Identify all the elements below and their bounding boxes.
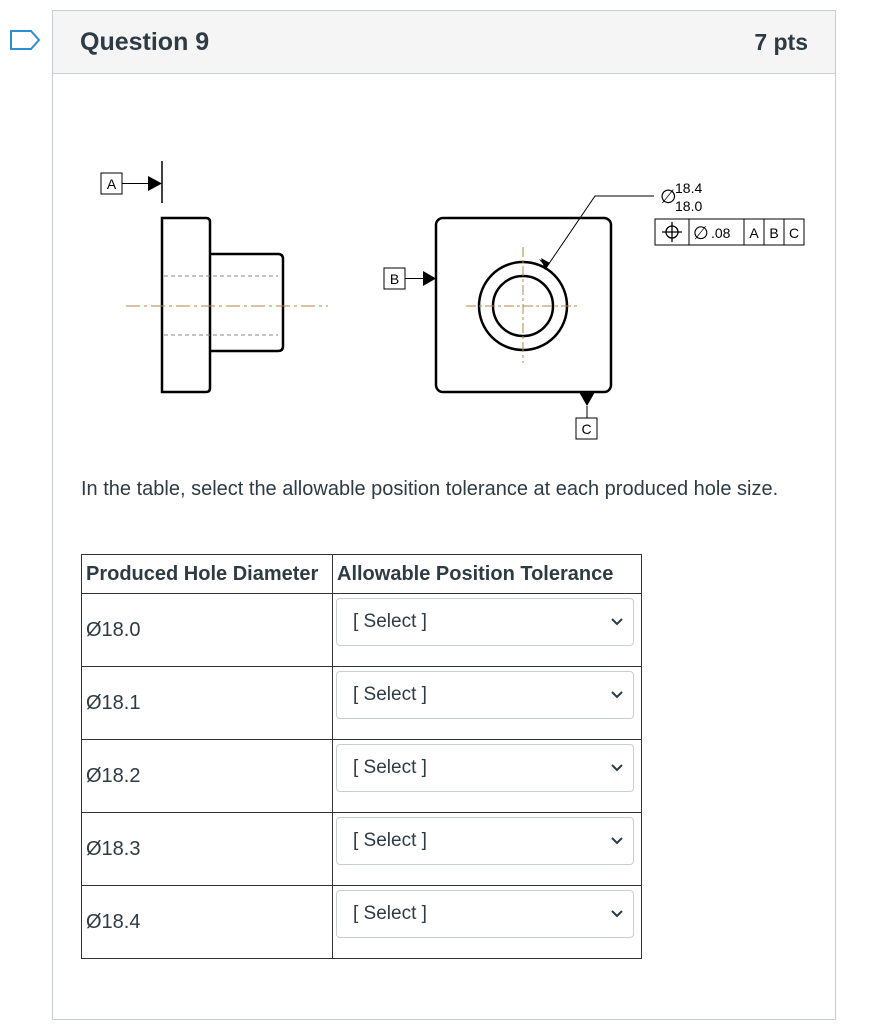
- diameter-lower: 18.0: [675, 198, 703, 214]
- fcf-tolerance: .08: [711, 225, 731, 241]
- select-value: [ Select ]: [353, 830, 427, 851]
- fcf-diameter-symbol: ∅: [693, 223, 709, 244]
- table-row: [82, 813, 642, 886]
- fcf-datum-1: A: [749, 225, 759, 241]
- side-view-flange: [162, 218, 210, 392]
- datum-a-label: A: [106, 176, 117, 192]
- tolerance-cell: [333, 594, 642, 667]
- tolerance-cell: [333, 813, 642, 886]
- datum-c-triangle: [579, 392, 595, 406]
- diameter-symbol: ∅: [660, 186, 677, 208]
- tolerance-cell: [333, 740, 642, 813]
- tolerance-select[interactable]: [336, 890, 634, 938]
- table-row: [82, 740, 642, 813]
- tolerance-table: [81, 554, 642, 959]
- select-value: [ Select ]: [353, 903, 427, 924]
- question-points: 7 pts: [754, 28, 808, 55]
- diameter-upper: 18.4: [675, 180, 703, 196]
- fcf-datum-2: B: [769, 225, 779, 241]
- chevron-down-icon: [611, 764, 623, 772]
- hole-diameter-cell: Ø18.2: [82, 740, 333, 813]
- gdt-drawing: [98, 141, 818, 461]
- question-card: [52, 10, 836, 1020]
- tolerance-select[interactable]: [336, 598, 634, 646]
- tolerance-select[interactable]: [336, 744, 634, 792]
- select-value: [ Select ]: [353, 611, 427, 632]
- tolerance-select[interactable]: [336, 671, 634, 719]
- chevron-down-icon: [611, 837, 623, 845]
- header-position-tolerance: Allowable Position Tolerance: [333, 555, 642, 594]
- table-row: [82, 594, 642, 667]
- hole-diameter-cell: Ø18.4: [82, 886, 333, 959]
- datum-a-triangle: [148, 176, 162, 191]
- table-header-row: [82, 555, 642, 594]
- chevron-down-icon: [611, 691, 623, 699]
- side-view-boss: [210, 254, 283, 351]
- header-hole-diameter: Produced Hole Diameter: [82, 555, 333, 594]
- hole-diameter-cell: Ø18.0: [82, 594, 333, 667]
- question-prompt: In the table, select the allowable position tolerance at each produced hole size.: [81, 478, 779, 500]
- datum-b-label: B: [389, 271, 400, 287]
- datum-b-triangle: [423, 271, 436, 286]
- select-value: [ Select ]: [353, 757, 427, 778]
- hole-diameter-cell: Ø18.3: [82, 813, 333, 886]
- question-header: [53, 11, 835, 74]
- chevron-down-icon: [611, 910, 623, 918]
- select-value: [ Select ]: [353, 684, 427, 705]
- table-row: [82, 667, 642, 740]
- tolerance-cell: [333, 667, 642, 740]
- tolerance-cell: [333, 886, 642, 959]
- table-row: [82, 886, 642, 959]
- tolerance-select[interactable]: [336, 817, 634, 865]
- question-title: Question 9: [80, 27, 210, 56]
- bookmark-icon[interactable]: [9, 29, 41, 51]
- hole-diameter-cell: Ø18.1: [82, 667, 333, 740]
- feature-control-frame: [655, 219, 804, 245]
- chevron-down-icon: [611, 618, 623, 626]
- datum-c-label: C: [581, 421, 592, 437]
- fcf-datum-3: C: [788, 225, 800, 241]
